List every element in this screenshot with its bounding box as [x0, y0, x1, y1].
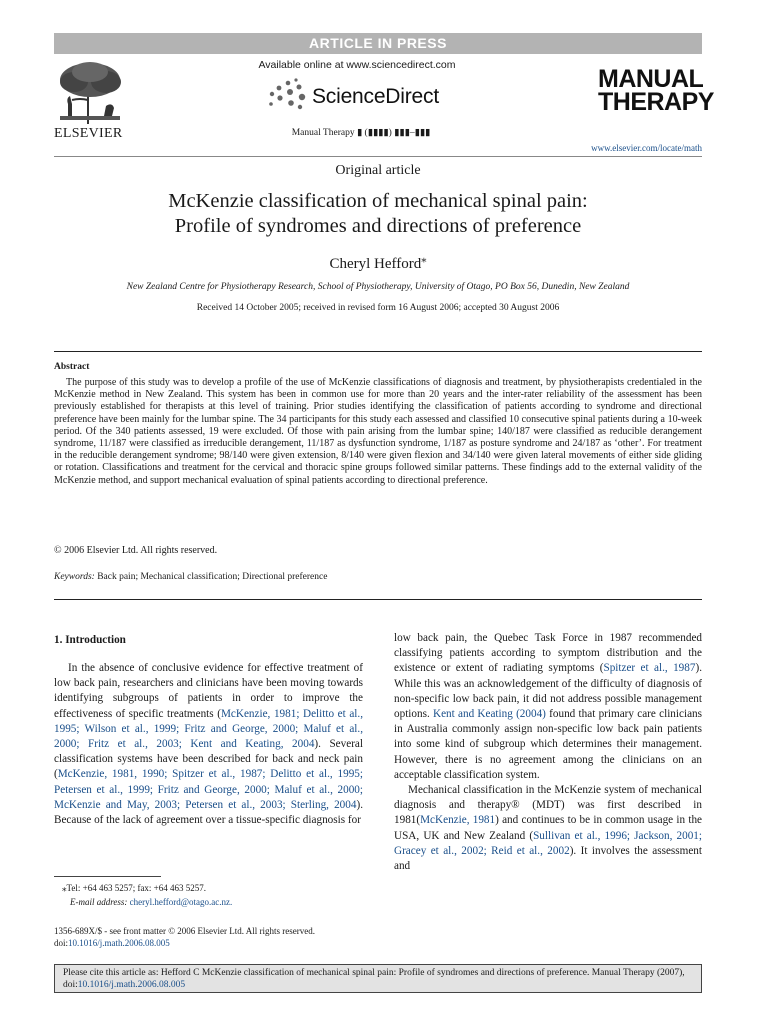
header-divider — [54, 156, 702, 157]
author-footnote-mark[interactable]: ⁎ — [421, 254, 427, 265]
paragraph-text: ). While this was an acknowledgement of the difficulty of diagnosis of non-specific low back pain, it did not address possible management options. — [394, 662, 702, 721]
publisher-name: ELSEVIER — [54, 126, 123, 141]
reference-link[interactable]: Spitzer et al., 1987 — [603, 662, 696, 675]
email-label: E-mail address: — [70, 897, 128, 907]
doi-link[interactable]: 10.1016/j.math.2006.08.005 — [68, 938, 170, 948]
email-link[interactable]: cheryl.hefford@otago.ac.nz. — [129, 897, 233, 907]
elsevier-tree-logo — [54, 60, 126, 126]
intro-paragraph-right-2 — [394, 783, 702, 874]
intro-paragraph-left — [54, 661, 363, 828]
available-online-text: Available online at www.sciencedirect.com — [258, 59, 456, 71]
section-heading-introduction: 1. Introduction — [54, 634, 126, 646]
abstract-copyright: © 2006 Elsevier Ltd. All rights reserved. — [54, 545, 218, 556]
abstract-bottom-rule — [54, 599, 702, 600]
issn-doi-block — [54, 925, 315, 949]
journal-logo-line2: THERAPY — [598, 88, 714, 116]
keywords-label: Keywords: — [54, 572, 95, 582]
keywords — [54, 572, 327, 582]
manual-therapy-logo — [598, 65, 714, 116]
paragraph-text: ). It involves the assessment and — [394, 844, 703, 873]
paragraph-text: ). Several classification systems have been described for back and neck pain ( — [54, 738, 364, 781]
issn-line: 1356-689X/$ - see front matter © 2006 Elsevier Ltd. All rights reserved. — [54, 926, 316, 936]
citation-doi-link[interactable]: 10.1016/j.math.2006.08.005 — [77, 980, 186, 990]
paragraph-text: found that primary care clinicians in Australia commonly assign non-specific low back pain patients into some kind of subgroup which determines their management. However, there is no agreement among the clinicians on an acceptable classification system. — [394, 708, 702, 781]
abstract-heading: Abstract — [54, 362, 90, 372]
paragraph-text: low back pain, the Quebec Task Force in 1987 recommended classifying patients according to symptom distribution and the existence or extent of radiating symptoms ( — [394, 632, 702, 675]
footnote-rule — [54, 876, 161, 877]
keywords-list: Back pain; Mechanical classification; Directional preference — [97, 572, 328, 582]
reference-link[interactable]: McKenzie, 1981 — [420, 814, 496, 827]
abstract-text: The purpose of this study was to develop a profile of the use of McKenzie classifications of diagnosis and treatment, by physiotherapists credentialed in the McKenzie method in New Zealand. This system has been in common use for more than 20 years and the inter-rater reliability of the assessment has been previously established for therapists at this level of training. Prior studies identifying the classification of patients according to syndrome and directional preference have been mainly for the lumbar spine. The 34 participants for this study each assessed and classified 10 consecutive spinal patients during a 10-week period. Of the 340 patients assessed, 19 were excluded. Of those with pain arising from the lumbar spine; 140/187 were classified as reducible derangement syndrome, 11/187 were classified as irreducible derangement, 11/187 as dysfunction syndrome, 1/187 as posture syndrome and 24/187 as ‘other’. For treatment in the reducible derangement syndrome; 98/140 were given extension, 8/140 were given flexion and 34/140 were given lateral movements of either side gliding or rotation. Classifications and treatment for the cervical and thoracic spine groups followed similar patterns. These findings add to the external validity of the McKenzie method, and support mechanical evaluation of spinal patients according to directional preference. — [54, 377, 702, 486]
citation-box — [54, 964, 702, 993]
paragraph-text: Mechanical classification in the McKenzie system of mechanical diagnosis and therapy® (MDT) was first described in 1981( — [394, 784, 702, 827]
reference-link[interactable]: Kent and Keating (2004) — [433, 708, 546, 721]
journal-citation-line: Manual Therapy ▮ (▮▮▮▮) ▮▮▮–▮▮▮ — [291, 128, 431, 138]
author-text: Cheryl Hefford — [329, 256, 422, 272]
author-affiliation: New Zealand Centre for Physiotherapy Research, School of Physiotherapy, University of Otago, PO Box 56, Dunedin, New Zealand — [126, 282, 630, 292]
intro-paragraph-right-1 — [394, 631, 702, 783]
sciencedirect-wordmark: ScienceDirect — [312, 85, 439, 108]
title-line-1: McKenzie classification of mechanical spinal pain: — [168, 190, 588, 212]
reference-link[interactable]: McKenzie, 1981; Delitto et al., 1995; Wilson et al., 1999; Fritz and George, 2000; Maluf et al., 2000; Fritz et al., 2003; Kent and Keating, 2004 — [54, 707, 363, 751]
paragraph-text: In the absence of conclusive evidence for effective treatment of low back pain, researchers and clinicians have been moving towards identifying subgroups of patients in order to improve the effectiveness of specific treatments ( — [54, 662, 363, 720]
author-name — [54, 253, 702, 273]
title-line-2: Profile of syndromes and directions of preference — [174, 215, 582, 237]
reference-link[interactable]: Sullivan et al., 1996; Jackson, 2001; Gracey et al., 2002; Reid et al., 2002 — [394, 829, 702, 857]
footnote-email — [70, 897, 232, 907]
citation-text: Please cite this article as: Hefford C McKenzie classification of mechanical spinal pain: Profile of syndromes and directions of preference. Manual Therapy (2007), doi: — [63, 968, 685, 990]
journal-url-link[interactable]: www.elsevier.com/locate/math — [591, 143, 702, 153]
paragraph-text: ). Because of the lack of agreement over a tissue-specific diagnosis for — [54, 798, 363, 827]
doi-line — [54, 937, 315, 949]
journal-logo-line1: MANUAL — [598, 65, 704, 93]
abstract-top-rule — [54, 351, 702, 352]
intro-right-column — [394, 631, 702, 874]
reference-link[interactable]: McKenzie, 1981, 1990; Spitzer et al., 1987; Delitto et al., 1995; Petersen et al., 1999; Fritz and George, 2000; Maluf et al., 2000; McKenzie and May, 2003; Petersen et al., 2003; Sterling, 2004 — [54, 768, 363, 811]
doi-label: doi: — [54, 938, 69, 948]
article-title — [54, 189, 702, 239]
paragraph-text: ) and continues to be in common usage in the USA, UK and New Zealand ( — [394, 814, 703, 842]
article-type: Original article — [335, 163, 421, 178]
article-in-press-banner: ARTICLE IN PRESS — [54, 33, 702, 54]
footnote-contact: ⁎Tel: +64 463 5257; fax: +64 463 5257. — [62, 883, 207, 893]
article-dates: Received 14 October 2005; received in revised form 16 August 2006; accepted 30 August 2006 — [196, 303, 560, 313]
